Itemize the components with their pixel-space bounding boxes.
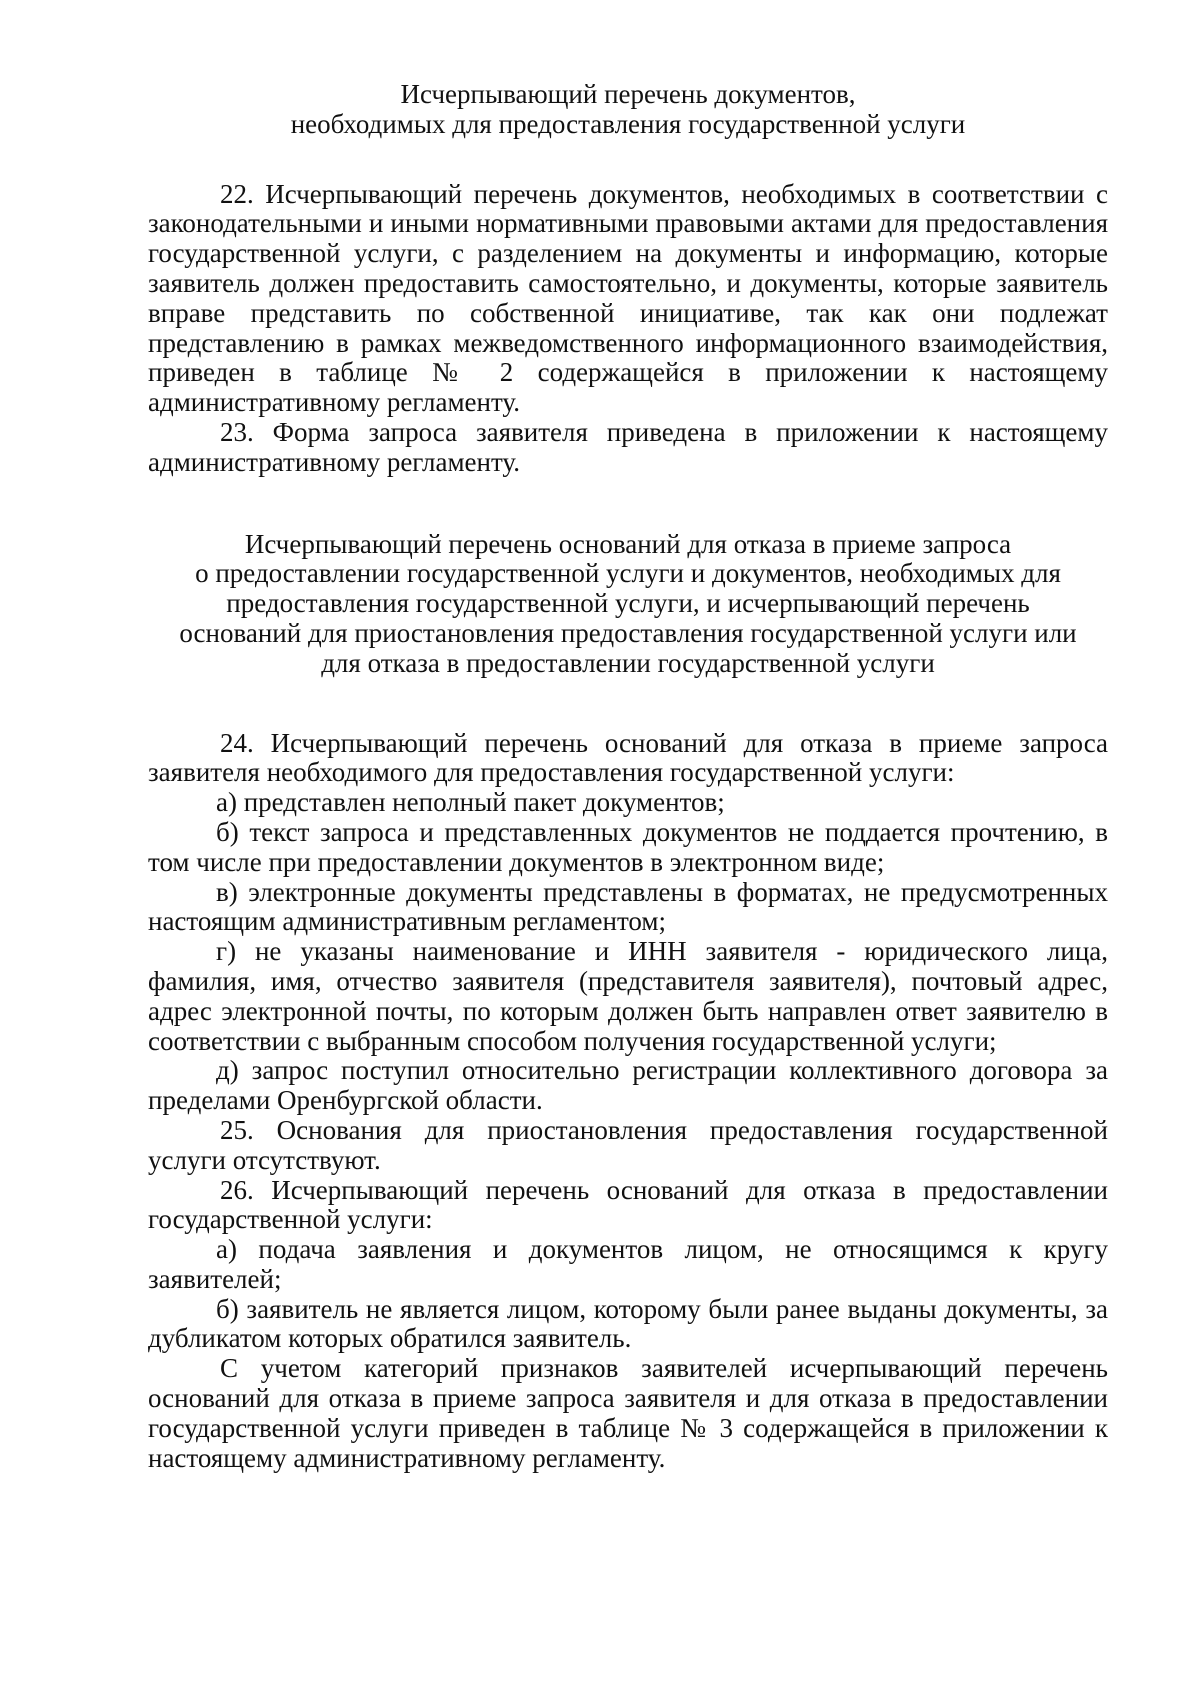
- paragraph-24-a: а) представлен неполный пакет документов;: [216, 787, 725, 818]
- paragraph-24: 24. Исчерпывающий перечень оснований для отказа в приеме запроса заявителя необходимого для предоставления государственной услуги:: [148, 727, 1108, 788]
- heading-line: оснований для приостановления предоставления государственной услуги или: [179, 617, 1077, 648]
- paragraph-24-b: б) текст запроса и представленных документов не поддается прочтению, в том числе при предоставлении документов в электронном виде;: [148, 816, 1108, 877]
- heading-line: Исчерпывающий перечень документов,: [400, 79, 856, 109]
- heading-line: необходимых для предоставления государственной услуги: [290, 108, 966, 139]
- heading-line: предоставления государственной услуги, и исчерпывающий перечень: [226, 588, 1030, 619]
- paragraph-final: С учетом категорий признаков заявителей исчерпывающий перечень оснований для отказа в приеме запроса заявителя и для отказа в предоставлении государственной услуги приведен в таблице № 3 содержащейся в приложении к настоящему административному регламенту.: [148, 1353, 1108, 1473]
- paragraph-26: 26. Исчерпывающий перечень оснований для отказа в предоставлении государственной услуги:: [148, 1174, 1108, 1235]
- heading-line: для отказа в предоставлении государственной услуги: [321, 647, 935, 678]
- heading-line: о предоставлении государственной услуги и документов, необходимых для: [195, 558, 1061, 589]
- paragraph-23: 23. Форма запроса заявителя приведена в приложении к настоящему административному регламенту.: [148, 416, 1108, 477]
- heading-line: Исчерпывающий перечень оснований для отказа в приеме запроса: [244, 528, 1012, 559]
- paragraph-25: 25. Основания для приостановления предоставления государственной услуги отсутствуют.: [148, 1114, 1108, 1175]
- paragraph-24-v: в) электронные документы представлены в форматах, не предусмотренных настоящим административным регламентом;: [148, 876, 1108, 937]
- paragraph-24-d: д) запрос поступил относительно регистрации коллективного договора за пределами Оренбургской области.: [148, 1055, 1108, 1116]
- section-heading-documents: [148, 80, 1108, 140]
- paragraph-24-g: г) не указаны наименование и ИНН заявителя - юридического лица, фамилия, имя, отчество заявителя (представителя заявителя), почтовый адрес, адрес электронной почты, по которым должен быть направлен ответ заявителю в соответствии с выбранным способом получения государственной услуги;: [148, 936, 1108, 1056]
- paragraph-22: 22. Исчерпывающий перечень документов, необходимых в соответствии с законодательными и иными нормативными правовыми актами для предоставления государственной услуги, с разделением на документы и информацию, которые заявитель должен предоставить самостоятельно, и документы, которые заявитель вправе представить по собственной инициативе, так как они подлежат представлению в рамках межведомственного информационного взаимодействия, приведен в таблице № 2 содержащейся в приложении к настоящему административному регламенту.: [148, 178, 1108, 418]
- paragraph-26-a: а) подача заявления и документов лицом, не относящимся к кругу заявителей;: [148, 1234, 1108, 1294]
- section-heading-refusal-grounds: [148, 530, 1108, 679]
- paragraph-26-b: б) заявитель не является лицом, которому были ранее выданы документы, за дубликатом которых обратился заявитель.: [148, 1293, 1108, 1354]
- document-page: [148, 80, 1108, 1473]
